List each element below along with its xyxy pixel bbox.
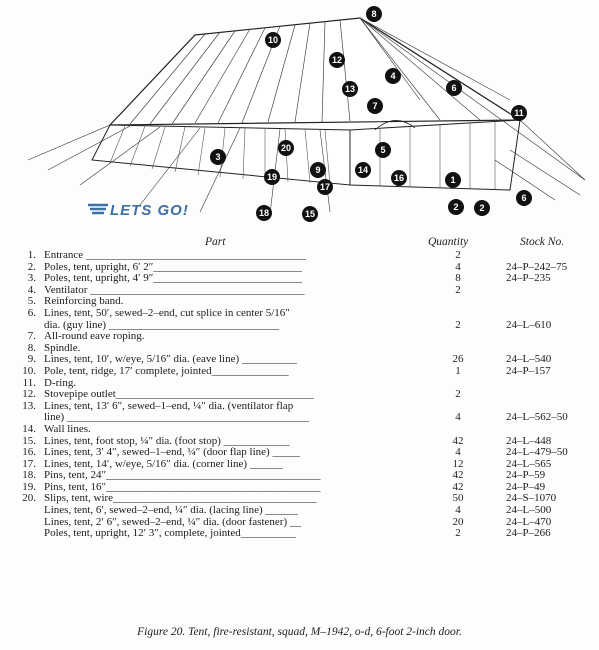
callout-label: 4	[390, 71, 396, 81]
row-num: 15.	[22, 434, 36, 447]
callout-label: 18	[258, 208, 270, 218]
callout-label: 7	[372, 101, 378, 111]
callout-label: 9	[315, 165, 321, 175]
watermark-logo	[88, 197, 200, 223]
row-qty: 42	[452, 469, 464, 482]
callout-label: 17	[319, 182, 331, 192]
callout-label: 11	[514, 108, 524, 118]
row-qty: 42	[452, 434, 464, 447]
row-num: 17.	[22, 457, 36, 470]
row-qty: 2	[455, 527, 461, 540]
table-row	[0, 273, 599, 285]
table-row	[0, 296, 599, 308]
row-desc: Lines, tent, 50′, sewed–2–end, cut splice in center 5/16″	[44, 307, 290, 319]
row-desc: Poles, tent, upright, 6′ 2″___________________________	[44, 261, 302, 273]
row-num: 12.	[22, 388, 36, 401]
row-qty: 4	[455, 446, 461, 459]
row-num: 4.	[27, 283, 36, 296]
row-qty: 1	[455, 364, 461, 377]
figure-caption: Figure 20. Tent, fire-resistant, squad, M–1942, o-d, 6-foot 2-inch door.	[137, 626, 462, 638]
row-desc: Slips, tent, wire_____________________________________	[44, 493, 317, 505]
header-part: Part	[205, 236, 226, 248]
row-stock: 24–P–242–75	[506, 260, 568, 273]
row-num: 2.	[27, 260, 36, 273]
callout-label: 15	[304, 209, 316, 219]
callout-label: 16	[393, 173, 405, 183]
row-desc: Poles, tent, upright, 12′ 3″, complete, jointed__________	[44, 528, 296, 540]
row-desc: Poles, tent, upright, 4′ 9″___________________________	[44, 273, 302, 285]
row-desc: Spindle.	[44, 342, 81, 354]
row-desc: Lines, tent, 3′ 4″, sewed–1–end, ¼″ (door flap line) _____	[44, 447, 300, 459]
row-qty: 2	[455, 318, 461, 331]
tent-illustration	[0, 0, 599, 230]
callout-label: 2	[453, 202, 459, 212]
row-num: 16.	[22, 446, 36, 459]
row-qty: 2	[455, 388, 461, 401]
header-stock-no: Stock No.	[520, 236, 565, 248]
row-desc: Pins, tent, 24″_______________________________________	[44, 470, 321, 482]
row-stock: 24–L–479–50	[506, 446, 568, 459]
row-stock: 24–L–470	[506, 515, 552, 528]
callout-label: 1	[450, 175, 456, 185]
row-qty: 2	[455, 249, 461, 261]
table-row	[0, 250, 599, 262]
callout-label: 13	[344, 84, 356, 94]
parts-table-header	[0, 236, 599, 250]
callout-label: 19	[266, 172, 278, 182]
row-stock: 24–L–448	[506, 434, 552, 447]
row-desc: Lines, tent, 10′, w/eye, 5/16″ dia. (eave line) __________	[44, 354, 297, 366]
row-desc: Stovepipe outlet____________________________________	[44, 389, 314, 401]
callout-label: 6	[451, 83, 457, 93]
row-num: 3.	[27, 272, 36, 285]
callout-label: 12	[331, 55, 343, 65]
row-qty: 2	[455, 283, 461, 296]
row-stock: 24–L–500	[506, 504, 552, 517]
row-num: 9.	[27, 353, 36, 366]
table-row	[0, 424, 599, 436]
row-desc: Lines, tent, foot stop, ¼″ dia. (foot stop) ____________	[44, 435, 290, 447]
table-row	[0, 320, 599, 332]
row-num: 14.	[22, 422, 36, 435]
row-stock: 24–P–235	[506, 272, 551, 285]
callout-label: 10	[267, 35, 279, 45]
table-row	[0, 331, 599, 343]
row-stock: 24–P–59	[506, 469, 546, 482]
callout-label: 5	[380, 145, 386, 155]
row-desc: Reinforcing band.	[44, 296, 124, 308]
row-desc: Pole, tent, ridge, 17′ complete, jointed______________	[44, 365, 289, 377]
row-num: 11.	[22, 376, 36, 389]
row-stock: 24–L–540	[506, 353, 552, 366]
row-stock: 24–S–1070	[506, 492, 557, 505]
row-qty: 42	[452, 480, 464, 493]
table-row	[0, 528, 599, 540]
row-desc: All-round eave roping.	[44, 331, 145, 343]
row-num: 6.	[27, 306, 36, 319]
row-num: 8.	[27, 341, 36, 354]
row-num: 19.	[22, 480, 36, 493]
row-num: 10.	[22, 364, 36, 377]
table-row	[0, 285, 599, 297]
row-num: 18.	[22, 469, 36, 482]
table-row	[0, 412, 599, 424]
table-row	[0, 378, 599, 390]
callout-label: 8	[371, 9, 377, 19]
table-row	[0, 505, 599, 517]
row-num: 20.	[22, 492, 36, 505]
row-qty: 26	[452, 353, 464, 366]
callout-label: 3	[215, 152, 221, 162]
row-desc: Lines, tent, 2′ 6″, sewed–2–end, ¼″ dia. (door fastener) __	[44, 516, 301, 528]
table-row	[0, 447, 599, 459]
row-stock: 24–P–266	[506, 527, 551, 540]
callout-label: 20	[280, 143, 292, 153]
row-num: 13.	[22, 399, 36, 412]
watermark-text: LETS GO!	[110, 202, 189, 219]
row-stock: 24–P–157	[506, 364, 551, 377]
callout-label: 6	[521, 193, 527, 203]
row-stock: 24–P–49	[506, 480, 546, 493]
row-qty: 4	[455, 260, 461, 273]
row-qty: 8	[455, 272, 461, 285]
row-num: 7.	[27, 330, 36, 343]
row-desc: Ventilator _______________________________________	[44, 284, 305, 296]
table-row	[0, 366, 599, 378]
callout-label: 14	[357, 165, 369, 175]
row-desc: Lines, tent, 14′, w/eye, 5/16″ dia. (corner line) ______	[44, 458, 283, 470]
row-desc: dia. (guy line) _______________________________	[44, 319, 280, 331]
row-qty: 12	[452, 457, 464, 470]
row-qty: 4	[455, 411, 461, 424]
row-num: 1.	[27, 249, 36, 261]
callout-label: 2	[479, 203, 485, 213]
row-desc: Lines, tent, 6′, sewed–2–end, ¼″ dia. (lacing line) ______	[44, 505, 299, 517]
row-qty: 50	[452, 492, 464, 505]
row-desc: line) ____________________________________________	[44, 412, 309, 424]
table-row	[0, 389, 599, 401]
header-quantity: Quantity	[428, 236, 469, 248]
row-num: 5.	[27, 295, 36, 308]
row-desc: Lines, tent, 13′ 6″, sewed–1–end, ¼″ dia. (ventilator flap	[44, 400, 294, 412]
wing-icon	[88, 201, 108, 217]
row-desc: D-ring.	[44, 377, 77, 389]
row-qty: 20	[452, 515, 464, 528]
table-row	[0, 308, 599, 320]
row-stock: 24–L–565	[506, 457, 552, 470]
row-qty: 4	[455, 504, 461, 517]
row-stock: 24–L–562–50	[506, 411, 568, 424]
parts-table	[0, 250, 599, 540]
row-desc: Pins, tent, 16″_______________________________________	[44, 481, 321, 493]
row-desc: Wall lines.	[44, 423, 91, 435]
row-stock: 24–L–610	[506, 318, 552, 331]
row-desc: Entrance ________________________________________	[44, 250, 306, 261]
